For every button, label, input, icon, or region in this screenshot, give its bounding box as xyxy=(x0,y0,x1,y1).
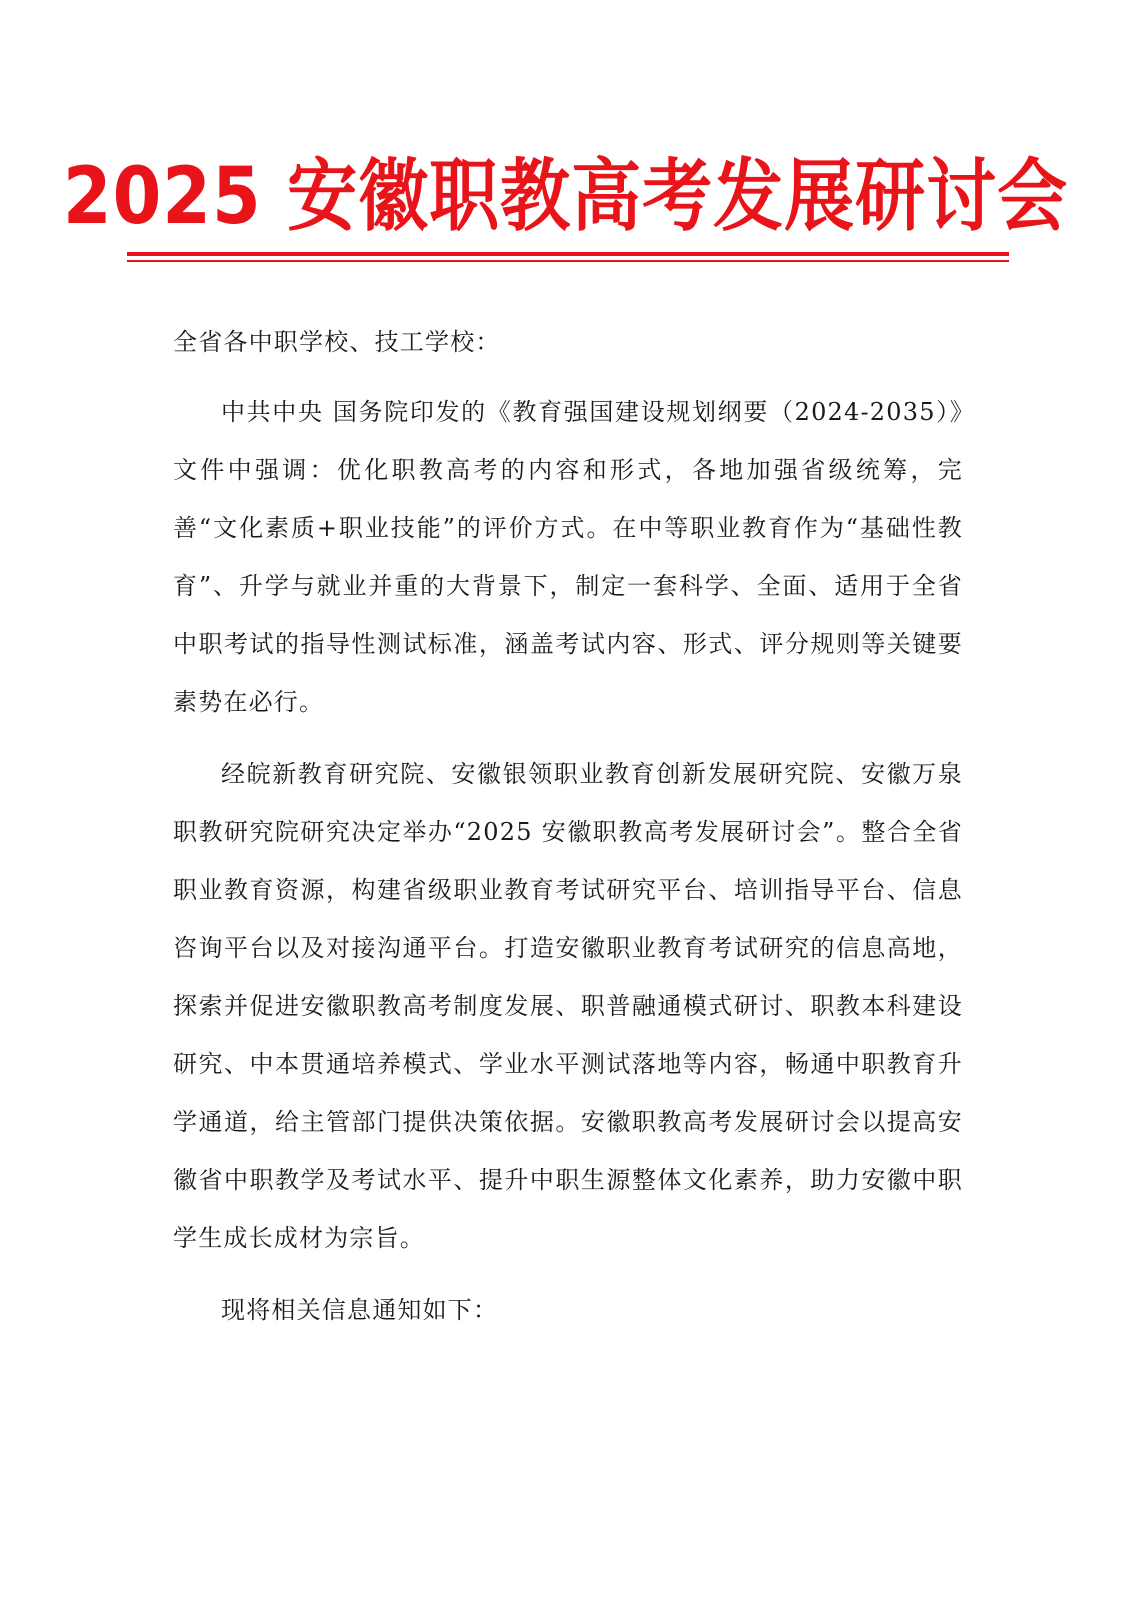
title-divider-thick xyxy=(127,252,1009,256)
title-divider-thin xyxy=(127,260,1009,262)
paragraph-2: 经皖新教育研究院、安徽银领职业教育创新发展研究院、安徽万泉职教研究院研究决定举办“2025 安徽职教高考发展研讨会”。整合全省职业教育资源，构建省级职业教育考试研究平台、培训指导平台、信息咨询平台以及对接沟通平台。打造安徽职业教育考试研究的信息高地，探索并促进安徽职教高考制度发展、职普融通模式研讨、职教本科建设研究、中本贯通培养模式、学业水平测试落地等内容，畅通中职教育升学通道，给主管部门提供决策依据。安徽职教高考发展研讨会以提高安徽省中职教学及考试水平、提升中职生源整体文化素养，助力安徽中职学生成长成材为宗旨。 xyxy=(173,760,963,1252)
salutation: 全省各中职学校、技工学校： xyxy=(173,328,501,356)
paragraph-3: 现将相关信息通知如下： xyxy=(221,1296,499,1324)
document-title: 2025 安徽职教高考发展研讨会 xyxy=(62,150,1069,242)
paragraph-1: 中共中央 国务院印发的《教育强国建设规划纲要（2024-2035）》文件中强调：优化职教高考的内容和形式，各地加强省级统筹，完善“文化素质+职业技能”的评价方式。在中等职业教育作为“基础性教育”、升学与就业并重的大背景下，制定一套科学、全面、适用于全省中职考试的指导性测试标准，涵盖考试内容、形式、评分规则等关键要素势在必行。 xyxy=(173,398,963,716)
document-body xyxy=(173,313,963,1339)
